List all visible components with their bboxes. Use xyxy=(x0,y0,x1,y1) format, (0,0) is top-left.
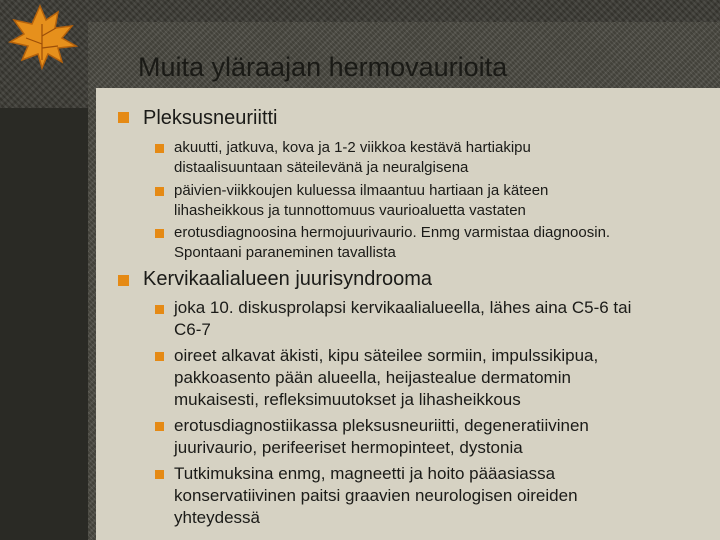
slide-title: Muita yläraajan hermovaurioita xyxy=(138,52,508,82)
list-item xyxy=(174,138,531,178)
list-item-line: mukaisesti, refleksimuutokset ja lihasheikkous xyxy=(174,390,521,409)
list-item-line: juurivaurio, perifeeriset hermopinteet, dystonia xyxy=(174,438,523,457)
list-item xyxy=(174,463,578,529)
bullet-marker xyxy=(118,112,129,123)
list-item-line: Spontaani paraneminen tavallista xyxy=(174,244,396,261)
list-item-line: distaalisuuntaan säteilevänä ja neuralgisena xyxy=(174,159,469,176)
list-item-line: konservatiivinen paitsi graavien neurologisen oireiden xyxy=(174,486,578,505)
list-item-line: lihasheikkous ja tunnottomuus vaurioaluetta vastaten xyxy=(174,202,526,219)
section-heading-kervikaalialueen: Kervikaalialueen juurisyndrooma xyxy=(143,268,433,290)
bullet-marker xyxy=(155,144,164,153)
autumn-leaf-icon xyxy=(0,0,85,70)
list-item xyxy=(174,415,589,459)
bullet-marker xyxy=(155,187,164,196)
list-item xyxy=(174,181,548,221)
list-item-line: erotusdiagnostiikassa pleksusneuriitti, degeneratiivinen xyxy=(174,416,589,435)
list-item xyxy=(174,345,598,411)
bullet-marker xyxy=(155,470,164,479)
list-item-line: yhteydessä xyxy=(174,508,260,527)
list-item-line: päivien-viikkoujen kuluessa ilmaantuu hartiaan ja käteen xyxy=(174,182,549,199)
bullet-marker xyxy=(155,305,164,314)
list-item-line: joka 10. diskusprolapsi kervikaalialueella, lähes aina C5-6 tai xyxy=(174,298,632,317)
list-item xyxy=(174,223,610,263)
list-item xyxy=(174,297,631,341)
bullet-marker xyxy=(155,422,164,431)
list-item-line: erotusdiagnoosina hermojuurivaurio. Enmg varmistaa diagnoosin. xyxy=(174,224,611,241)
list-item-line: oireet alkavat äkisti, kipu säteilee sormiin, impulssikipua, xyxy=(174,346,599,365)
bullet-marker xyxy=(118,275,129,286)
section-heading-pleksusneuriitti: Pleksusneuriitti xyxy=(143,107,278,129)
list-item-line: akuutti, jatkuva, kova ja 1-2 viikkoa kestävä hartiakipu xyxy=(174,139,531,156)
bullet-marker xyxy=(155,229,164,238)
bullet-marker xyxy=(155,352,164,361)
list-item-line: pakkoasento pään alueella, heijastealue dermatomin xyxy=(174,368,571,387)
list-item-line: Tutkimuksina enmg, magneetti ja hoito pääasiassa xyxy=(174,464,556,483)
list-item-line: C6-7 xyxy=(174,320,211,339)
